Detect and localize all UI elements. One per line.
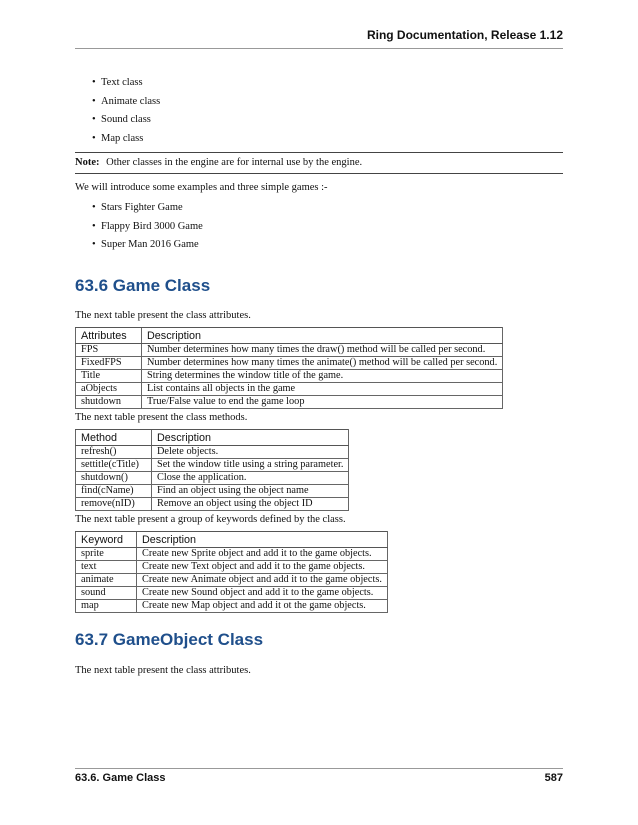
table-cell: FPS	[76, 344, 142, 357]
column-header: Description	[142, 328, 503, 344]
table-cell: aObjects	[76, 383, 142, 396]
column-header: Attributes	[76, 328, 142, 344]
list-item: • Sound class	[92, 114, 151, 125]
table-cell: sound	[76, 587, 137, 600]
note-box	[75, 152, 563, 174]
table-cell: String determines the window title of the game.	[142, 370, 503, 383]
list-item: • Animate class	[92, 95, 161, 107]
table-cell: refresh()	[76, 446, 152, 459]
table-cell: Number determines how many times the draw() method will be called per second.	[142, 344, 503, 357]
table-cell: List contains all objects in the game	[142, 383, 503, 396]
game-methods-table	[75, 429, 349, 511]
games-list	[92, 199, 203, 255]
table-cell: map	[76, 600, 137, 613]
table-header-row	[76, 328, 503, 344]
table-cell: FixedFPS	[76, 357, 142, 370]
list-item: • Stars Fighter Game	[92, 202, 183, 213]
section-title-gameobject-class: 63.7 GameObject Class	[75, 630, 264, 649]
table-cell: Create new Animate object and add it to the game objects.	[137, 574, 388, 587]
table-row	[76, 600, 388, 613]
gameobject-attributes-intro-text: The next table present the class attributes.	[75, 665, 251, 676]
footer-section-label: 63.6. Game Class	[75, 772, 166, 784]
running-header: Ring Documentation, Release 1.12	[366, 28, 563, 42]
table-cell: Create new Sound object and add it to the game objects.	[137, 587, 388, 600]
note-label: Note:	[75, 157, 100, 168]
header-divider	[75, 48, 563, 49]
table-cell: Number determines how many times the animate() method will be called per second.	[142, 357, 503, 370]
list-item: • Map class	[92, 132, 144, 144]
list-item: • Flappy Bird 3000 Game	[92, 220, 203, 232]
table-row	[76, 383, 503, 396]
section-title-game-class: 63.6 Game Class	[75, 276, 211, 295]
table-row	[76, 548, 388, 561]
keywords-intro-text: The next table present a group of keywords defined by the class.	[75, 514, 346, 525]
table-cell: animate	[76, 574, 137, 587]
table-cell: text	[76, 561, 137, 574]
game-attributes-table	[75, 327, 503, 409]
table-cell: True/False value to end the game loop	[142, 396, 503, 409]
column-header: Method	[76, 430, 152, 446]
table-cell: Remove an object using the object ID	[152, 498, 349, 511]
table-row	[76, 561, 388, 574]
table-row	[76, 485, 349, 498]
note-text: Other classes in the engine are for internal use by the engine.	[106, 157, 363, 168]
table-header-row	[76, 532, 388, 548]
table-cell: Create new Sprite object and add it to the game objects.	[137, 548, 388, 561]
table-row	[76, 498, 349, 511]
methods-intro-text: The next table present the class methods.	[75, 412, 248, 423]
list-item: • Super Man 2016 Game	[92, 239, 199, 250]
table-cell: Create new Map object and add it ot the game objects.	[137, 600, 388, 613]
table-row	[76, 370, 503, 383]
games-intro-text: We will introduce some examples and three simple games :-	[75, 182, 328, 193]
table-cell: Create new Text object and add it to the game objects.	[137, 561, 388, 574]
table-row	[76, 344, 503, 357]
list-item: • Text class	[92, 77, 143, 88]
table-cell: Set the window title using a string parameter.	[152, 459, 349, 472]
table-cell: Close the application.	[152, 472, 349, 485]
table-cell: sprite	[76, 548, 137, 561]
column-header: Description	[152, 430, 349, 446]
table-cell: settitle(cTitle)	[76, 459, 152, 472]
footer-divider	[75, 768, 563, 769]
game-keywords-table	[75, 531, 388, 613]
table-cell: shutdown	[76, 396, 142, 409]
table-cell: Title	[76, 370, 142, 383]
column-header: Keyword	[76, 532, 137, 548]
table-row	[76, 446, 349, 459]
table-row	[76, 574, 388, 587]
table-row	[76, 357, 503, 370]
column-header: Description	[137, 532, 388, 548]
table-row	[76, 459, 349, 472]
engine-classes-list	[92, 74, 160, 148]
attributes-intro-text: The next table present the class attributes.	[75, 310, 251, 321]
table-cell: shutdown()	[76, 472, 152, 485]
table-row	[76, 472, 349, 485]
table-cell: Delete objects.	[152, 446, 349, 459]
table-header-row	[76, 430, 349, 446]
table-cell: Find an object using the object name	[152, 485, 349, 498]
page-number: 587	[544, 772, 563, 784]
table-row	[76, 396, 503, 409]
table-cell: remove(nID)	[76, 498, 152, 511]
table-cell: find(cName)	[76, 485, 152, 498]
table-row	[76, 587, 388, 600]
